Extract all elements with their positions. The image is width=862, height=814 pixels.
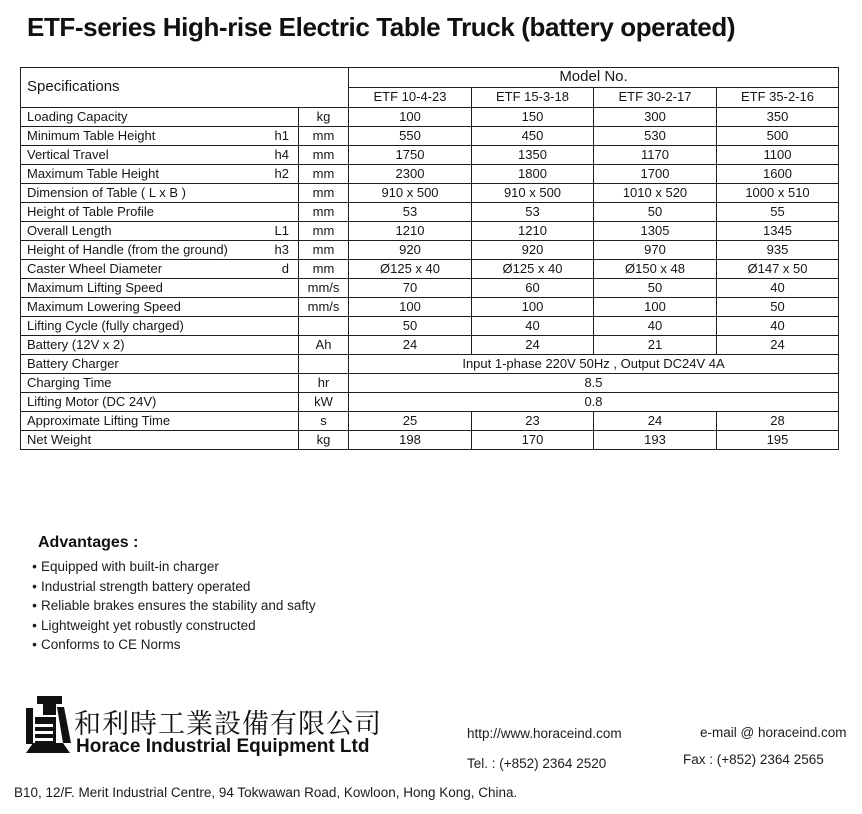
company-email: e-mail @ horaceind.com (700, 725, 847, 740)
spec-label-cell (21, 431, 299, 450)
company-name-english: Horace Industrial Equipment Ltd (76, 736, 370, 757)
model-name-header: ETF 10-4-23 (349, 88, 472, 108)
spec-unit-cell: mm (299, 146, 349, 165)
spec-value-cell: 910 x 500 (349, 184, 472, 203)
spec-value-cell: 1700 (594, 165, 717, 184)
spec-label-cell (21, 355, 299, 374)
advantages-section (28, 534, 316, 655)
spec-value-cell: 1010 x 520 (594, 184, 717, 203)
advantage-text: Equipped with built-in charger (41, 559, 219, 574)
spec-value-cell: 1210 (472, 222, 594, 241)
spec-value-cell: 70 (349, 279, 472, 298)
specifications-table (20, 67, 839, 450)
spec-label-cell (21, 241, 299, 260)
spec-unit-cell: mm/s (299, 298, 349, 317)
spec-span-value-cell: 8.5 (349, 374, 839, 393)
spec-value-cell: 50 (717, 298, 839, 317)
spec-label: Vertical Travel (27, 146, 109, 162)
spec-value-cell: 50 (349, 317, 472, 336)
advantage-text: Industrial strength battery operated (41, 578, 251, 594)
spec-value-cell: 53 (472, 203, 594, 222)
spec-row (21, 108, 839, 127)
spec-label-cell (21, 393, 299, 412)
spec-row (21, 279, 839, 298)
spec-label: Lifting Motor (DC 24V) (27, 393, 157, 409)
spec-row (21, 412, 839, 431)
spec-value-cell: 53 (349, 203, 472, 222)
company-website: http://www.horaceind.com (467, 726, 622, 741)
spec-value-cell: Ø125 x 40 (472, 260, 594, 279)
spec-row (21, 184, 839, 203)
spec-value-cell: 24 (472, 336, 594, 355)
spec-symbol: h3 (274, 241, 289, 257)
spec-symbol: L1 (274, 222, 289, 238)
spec-row (21, 374, 839, 393)
advantages-list (28, 557, 316, 655)
spec-row (21, 298, 839, 317)
advantage-item (28, 596, 316, 616)
spec-value-cell: Ø125 x 40 (349, 260, 472, 279)
spec-label: Caster Wheel Diameter (27, 260, 163, 276)
spec-value-cell: 21 (594, 336, 717, 355)
spec-label: Lifting Cycle (fully charged) (27, 317, 184, 333)
spec-unit-cell (299, 317, 349, 336)
spec-row (21, 317, 839, 336)
spec-value-cell: 25 (349, 412, 472, 431)
spec-value-cell: 50 (594, 279, 717, 298)
spec-unit-cell: mm (299, 184, 349, 203)
spec-unit-cell (299, 355, 349, 374)
spec-span-value-cell: Input 1-phase 220V 50Hz , Output DC24V 4A (349, 355, 839, 374)
bullet-icon: • (32, 598, 37, 613)
spec-label-cell (21, 298, 299, 317)
spec-label: Height of Table Profile (27, 203, 154, 219)
spec-value-cell: 170 (472, 431, 594, 450)
spec-label: Maximum Table Height (27, 165, 159, 181)
spec-label: Loading Capacity (27, 108, 128, 124)
spec-label: Dimension of Table ( L x B ) (27, 184, 186, 200)
spec-value-cell: 920 (472, 241, 594, 260)
spec-value-cell: 193 (594, 431, 717, 450)
bullet-icon: • (32, 617, 37, 633)
spec-label-cell (21, 279, 299, 298)
spec-label-cell (21, 203, 299, 222)
spec-unit-cell: s (299, 412, 349, 431)
spec-value-cell: 1750 (349, 146, 472, 165)
advantage-item (28, 557, 316, 577)
spec-label-cell (21, 336, 299, 355)
company-name-chinese: 和利時工業設備有限公司 (74, 709, 382, 739)
spec-value-cell: 24 (349, 336, 472, 355)
spec-value-cell: 350 (717, 108, 839, 127)
spec-value-cell: 2300 (349, 165, 472, 184)
spec-row (21, 203, 839, 222)
spec-value-cell: 100 (349, 108, 472, 127)
spec-label-cell (21, 317, 299, 336)
spec-row (21, 222, 839, 241)
spec-symbol: d (281, 260, 289, 276)
spec-row (21, 393, 839, 412)
spec-value-cell: 1800 (472, 165, 594, 184)
spec-label-cell (21, 108, 299, 127)
spec-row (21, 146, 839, 165)
advantage-text: Lightweight yet robustly constructed (41, 617, 256, 633)
spec-value-cell: 935 (717, 241, 839, 260)
model-no-header: Model No. (349, 68, 839, 88)
spec-label-cell (21, 127, 299, 146)
spec-label: Battery (12V x 2) (27, 336, 125, 352)
spec-label: Battery Charger (27, 355, 119, 371)
advantage-item (28, 635, 316, 655)
spec-value-cell: 450 (472, 127, 594, 146)
spec-row (21, 355, 839, 374)
spec-symbol: h2 (274, 165, 289, 181)
spec-value-cell: 24 (717, 336, 839, 355)
spec-unit-cell: mm (299, 241, 349, 260)
spec-unit-cell: mm (299, 127, 349, 146)
spec-value-cell: 1600 (717, 165, 839, 184)
spec-unit-cell: mm (299, 203, 349, 222)
spec-unit-cell: kg (299, 108, 349, 127)
spec-symbol: h1 (274, 127, 289, 143)
spec-value-cell: 100 (472, 298, 594, 317)
spec-label: Net Weight (27, 431, 92, 447)
spec-label-cell (21, 374, 299, 393)
spec-value-cell: 40 (717, 317, 839, 336)
spec-value-cell: 1210 (349, 222, 472, 241)
bullet-icon: • (32, 559, 37, 574)
company-address: B10, 12/F. Merit Industrial Centre, 94 Tokwawan Road, Kowloon, Hong Kong, China. (14, 785, 518, 800)
spec-value-cell: 1100 (717, 146, 839, 165)
spec-label-cell (21, 146, 299, 165)
page-title: ETF-series High-rise Electric Table Truck (battery operated) (27, 12, 736, 42)
spec-label: Overall Length (27, 222, 112, 238)
spec-value-cell: 1170 (594, 146, 717, 165)
spec-row (21, 165, 839, 184)
spec-value-cell: 55 (717, 203, 839, 222)
table-header-row-1 (21, 68, 839, 88)
spec-label: Charging Time (27, 374, 112, 390)
advantage-text: Reliable brakes ensures the stability and safty (41, 598, 316, 613)
spec-unit-cell: mm (299, 222, 349, 241)
spec-value-cell: 910 x 500 (472, 184, 594, 203)
spec-value-cell: 24 (594, 412, 717, 431)
spec-label: Minimum Table Height (27, 127, 156, 143)
spec-label: Maximum Lowering Speed (27, 298, 181, 314)
spec-label-cell (21, 412, 299, 431)
spec-value-cell: 300 (594, 108, 717, 127)
company-fax: Fax : (+852) 2364 2565 (683, 752, 824, 767)
spec-value-cell: 100 (594, 298, 717, 317)
advantages-heading: Advantages : (38, 534, 139, 551)
spec-value-cell: 195 (717, 431, 839, 450)
spec-row (21, 431, 839, 450)
spec-label-cell (21, 184, 299, 203)
spec-unit-cell: kg (299, 431, 349, 450)
spec-unit-cell: mm (299, 165, 349, 184)
spec-value-cell: Ø150 x 48 (594, 260, 717, 279)
spec-row (21, 241, 839, 260)
advantage-item (28, 616, 316, 636)
spec-value-cell: 530 (594, 127, 717, 146)
advantage-text: Conforms to CE Norms (41, 637, 181, 652)
model-name-header: ETF 35-2-16 (717, 88, 839, 108)
spec-unit-cell: mm/s (299, 279, 349, 298)
spec-label: Height of Handle (from the ground) (27, 241, 228, 257)
spec-value-cell: 40 (594, 317, 717, 336)
specifications-header: Specifications (21, 68, 349, 108)
spec-unit-cell: mm (299, 260, 349, 279)
company-telephone: Tel. : (+852) 2364 2520 (467, 756, 607, 771)
spec-unit-cell: kW (299, 393, 349, 412)
spec-label-cell (21, 222, 299, 241)
spec-row (21, 336, 839, 355)
spec-span-value-cell: 0.8 (349, 393, 839, 412)
company-logo-icon (24, 696, 72, 757)
spec-value-cell: Ø147 x 50 (717, 260, 839, 279)
spec-value-cell: 1345 (717, 222, 839, 241)
spec-value-cell: 28 (717, 412, 839, 431)
spec-value-cell: 150 (472, 108, 594, 127)
spec-unit-cell: Ah (299, 336, 349, 355)
spec-value-cell: 1305 (594, 222, 717, 241)
spec-row (21, 260, 839, 279)
bullet-icon: • (32, 637, 37, 652)
spec-value-cell: 50 (594, 203, 717, 222)
spec-value-cell: 198 (349, 431, 472, 450)
spec-value-cell: 40 (472, 317, 594, 336)
model-name-header: ETF 30-2-17 (594, 88, 717, 108)
spec-value-cell: 550 (349, 127, 472, 146)
spec-symbol: h4 (274, 146, 289, 162)
spec-value-cell: 60 (472, 279, 594, 298)
spec-value-cell: 970 (594, 241, 717, 260)
spec-value-cell: 920 (349, 241, 472, 260)
spec-row (21, 127, 839, 146)
spec-value-cell: 500 (717, 127, 839, 146)
spec-value-cell: 1350 (472, 146, 594, 165)
spec-label-cell (21, 260, 299, 279)
spec-unit-cell: hr (299, 374, 349, 393)
spec-label: Maximum Lifting Speed (27, 279, 163, 295)
spec-value-cell: 100 (349, 298, 472, 317)
bullet-icon: • (32, 578, 37, 594)
spec-value-cell: 23 (472, 412, 594, 431)
spec-value-cell: 1000 x 510 (717, 184, 839, 203)
spec-label-cell (21, 165, 299, 184)
advantage-item (28, 577, 316, 597)
model-name-header: ETF 15-3-18 (472, 88, 594, 108)
spec-value-cell: 40 (717, 279, 839, 298)
spec-label: Approximate Lifting Time (27, 412, 171, 428)
